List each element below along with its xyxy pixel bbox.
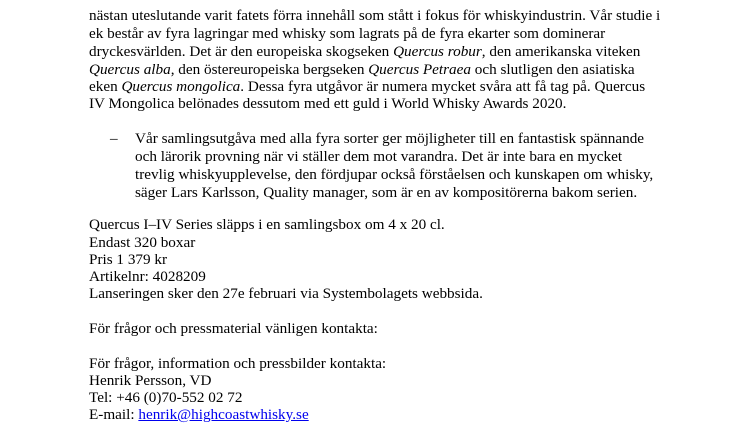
contact-press-line: För frågor och pressmaterial vänligen kontakta: xyxy=(89,320,378,337)
intro-line-1: nästan uteslutande varit fatets förra innehåll som stått i fokus för whiskyindustrin. Vår studie i xyxy=(89,7,661,24)
release-line-1: Quercus I–IV Series släpps i en samlingsbox om 4 x 20 cl. xyxy=(89,216,445,233)
contact-phone: Tel: +46 (0)70-552 02 72 xyxy=(89,389,243,406)
bullet-line-4: säger Lars Karlsson, Quality manager, som är en av kompositörerna bakom serien. xyxy=(135,184,638,201)
species-mongolica: Quercus mongolica xyxy=(121,78,241,95)
bullet-line-3: trevlig whiskyupplevelse, den fördjupar också förståelsen och kunskapen om whisky, xyxy=(135,166,654,183)
release-line-2: Endast 320 boxar xyxy=(89,234,196,251)
email-link[interactable]: henrik@highcoastwhisky.se xyxy=(138,406,309,423)
contact-email-line xyxy=(89,406,309,423)
intro-line-5 xyxy=(89,78,645,95)
species-robur: Quercus robur xyxy=(393,43,482,60)
intro-text: dryckesvärlden. Det är den europeiska skogseken xyxy=(89,43,394,60)
intro-line-3 xyxy=(89,43,640,60)
bullet-line-1: Vår samlingsutgåva med alla fyra sorter ger möjligheter till en fantastisk spännande xyxy=(135,130,645,147)
email-label: E-mail: xyxy=(89,406,139,423)
bullet-dash: – xyxy=(110,130,118,147)
release-line-4: Artikelnr: 4028209 xyxy=(89,268,206,285)
contact-info-line: För frågor, information och pressbilder kontakta: xyxy=(89,355,387,372)
intro-line-6: IV Mongolica belönades dessutom med ett guld i World Whisky Awards 2020. xyxy=(89,95,567,112)
intro-line-4 xyxy=(89,61,635,78)
release-line-5: Lanseringen sker den 27e februari via Systembolagets webbsida. xyxy=(89,285,483,302)
intro-text: . Dessa fyra utgåvor är numera mycket svåra att få tag på. Quercus xyxy=(240,78,646,95)
species-alba: Quercus alba xyxy=(89,61,171,78)
intro-line-2: ek består av fyra lagringar med whisky som lagrats på de fyra ekarter som dominerar xyxy=(89,25,606,42)
intro-text: eken xyxy=(89,78,122,95)
intro-text: , den amerikanska viteken xyxy=(481,43,641,60)
intro-text: och slutligen den asiatiska xyxy=(471,61,635,78)
contact-name: Henrik Persson, VD xyxy=(89,372,212,389)
release-line-3: Pris 1 379 kr xyxy=(89,251,168,268)
intro-text: , den östereuropeiska bergseken xyxy=(170,61,369,78)
bullet-line-2: och lärorik provning när vi ställer dem mot varandra. Det är inte bara en mycket xyxy=(135,148,623,165)
species-petraea: Quercus Petraea xyxy=(368,61,471,78)
